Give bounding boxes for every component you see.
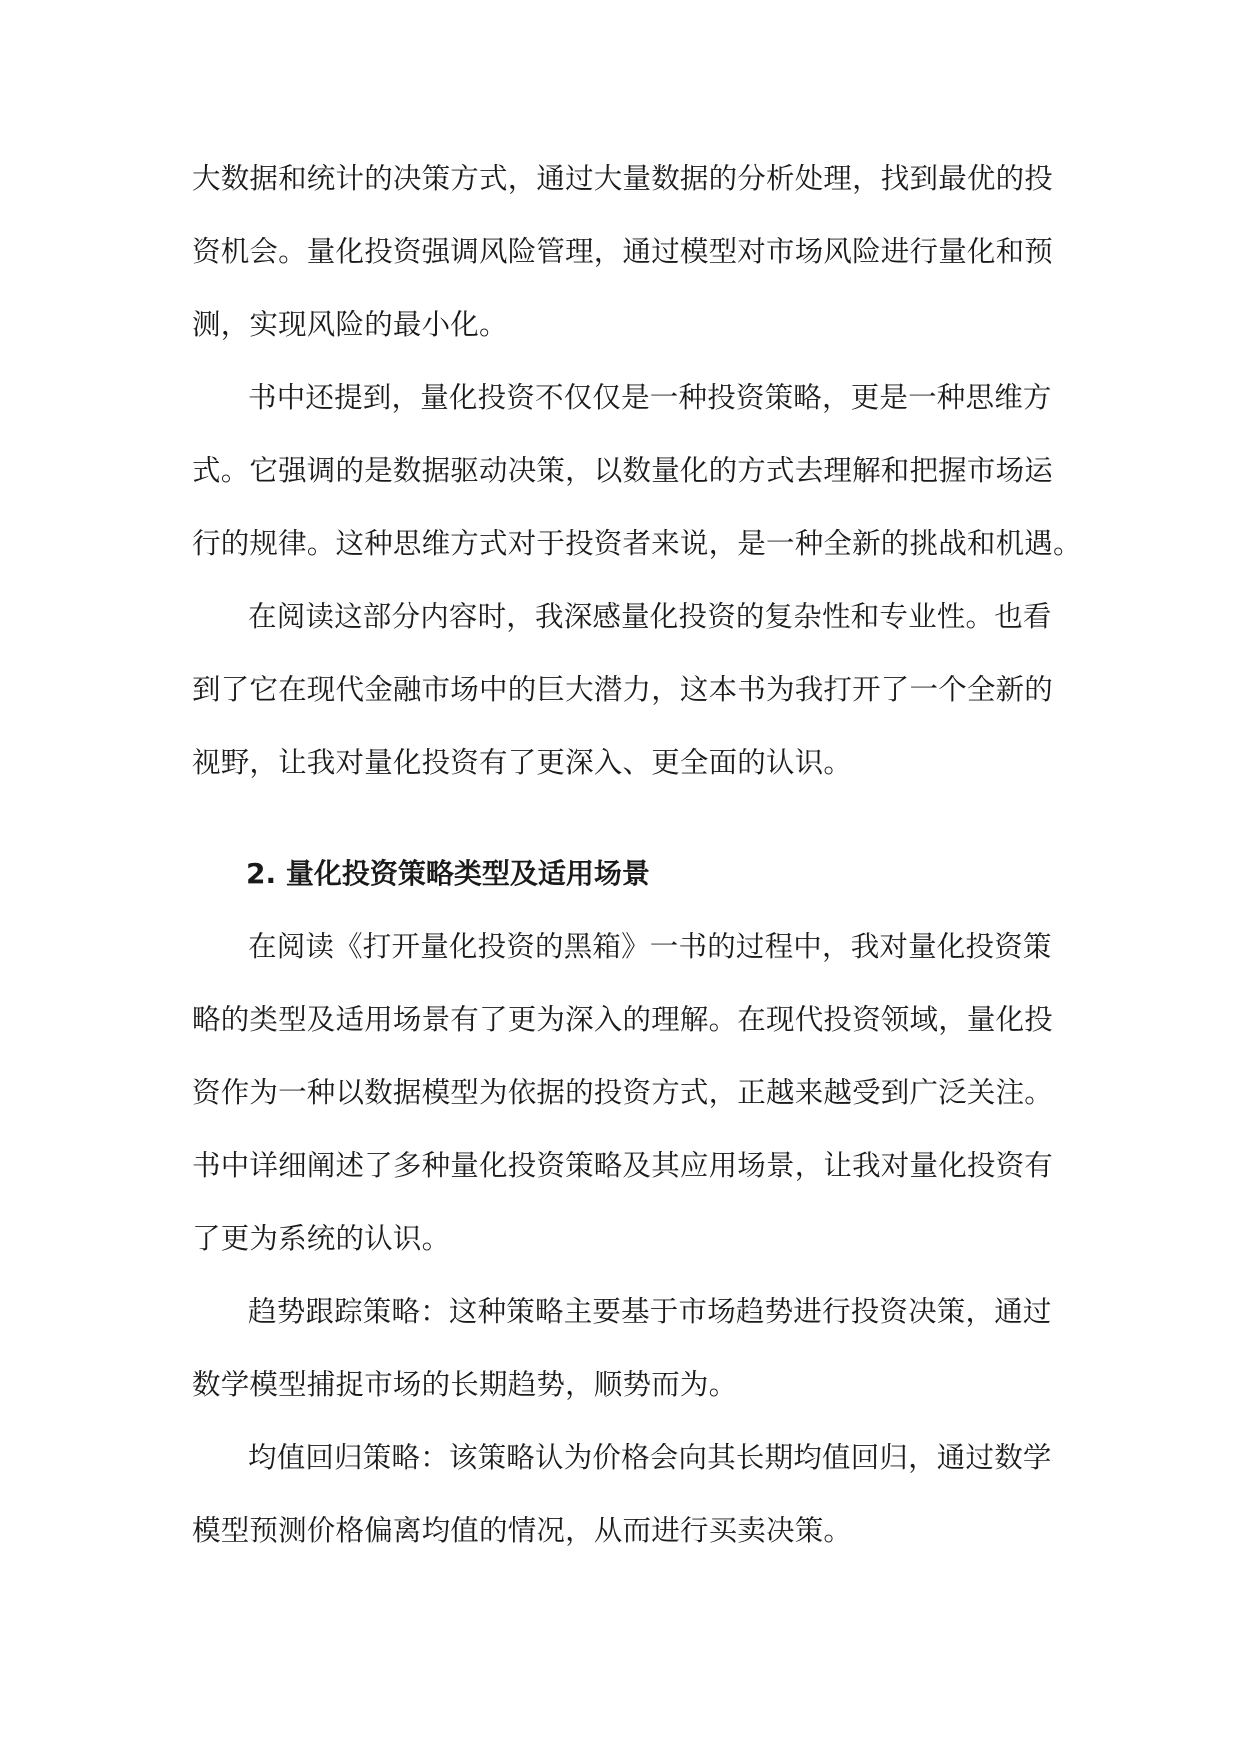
paragraph-data-decision [192, 142, 1052, 361]
text-line: 在阅读这部分内容时，我深感量化投资的复杂性和专业性。也看 [248, 600, 1052, 633]
text-line: 趋势跟踪策略：这种策略主要基于市场趋势进行投资决策，通过 [248, 1295, 1052, 1328]
paragraph-section-intro [192, 910, 1052, 1275]
text-line: 资作为一种以数据模型为依据的投资方式，正越来越受到广泛关注。 [192, 1076, 1054, 1109]
text-line: 测，实现风险的最小化。 [192, 308, 508, 341]
text-line: 行的规律。这种思维方式对于投资者来说，是一种全新的挑战和机遇。 [192, 527, 1082, 560]
document-body [192, 142, 1082, 1567]
text-line: 书中详细阐述了多种量化投资策略及其应用场景，让我对量化投资有 [192, 1149, 1054, 1182]
paragraph-mean-reversion [192, 1421, 1052, 1567]
text-line: 数学模型捕捉市场的长期趋势，顺势而为。 [192, 1368, 738, 1401]
text-line: 了更为系统的认识。 [192, 1222, 451, 1255]
paragraph-reading-reflection [192, 580, 1052, 799]
text-line: 均值回归策略：该策略认为价格会向其长期均值回归，通过数学 [248, 1441, 1052, 1474]
text-line: 在阅读《打开量化投资的黑箱》一书的过程中，我对量化投资策 [248, 930, 1052, 963]
text-line: 大数据和统计的决策方式，通过大量数据的分析处理，找到最优的投 [192, 162, 1054, 195]
text-line: 模型预测价格偏离均值的情况，从而进行买卖决策。 [192, 1514, 853, 1547]
text-line: 资机会。量化投资强调风险管理，通过模型对市场风险进行量化和预 [192, 235, 1054, 268]
paragraph-thinking-mode [192, 361, 1082, 580]
section-heading: 2. 量化投资策略类型及适用场景 [246, 857, 650, 890]
text-line: 视野，让我对量化投资有了更深入、更全面的认识。 [192, 746, 853, 779]
text-line: 书中还提到，量化投资不仅仅是一种投资策略，更是一种思维方 [248, 381, 1052, 414]
text-line: 略的类型及适用场景有了更为深入的理解。在现代投资领域，量化投 [192, 1003, 1054, 1036]
paragraph-trend-following [192, 1275, 1052, 1421]
section-strategy-types [192, 837, 1052, 1567]
text-line: 到了它在现代金融市场中的巨大潜力，这本书为我打开了一个全新的 [192, 673, 1054, 706]
text-line: 式。它强调的是数据驱动决策，以数量化的方式去理解和把握市场运 [192, 454, 1054, 487]
